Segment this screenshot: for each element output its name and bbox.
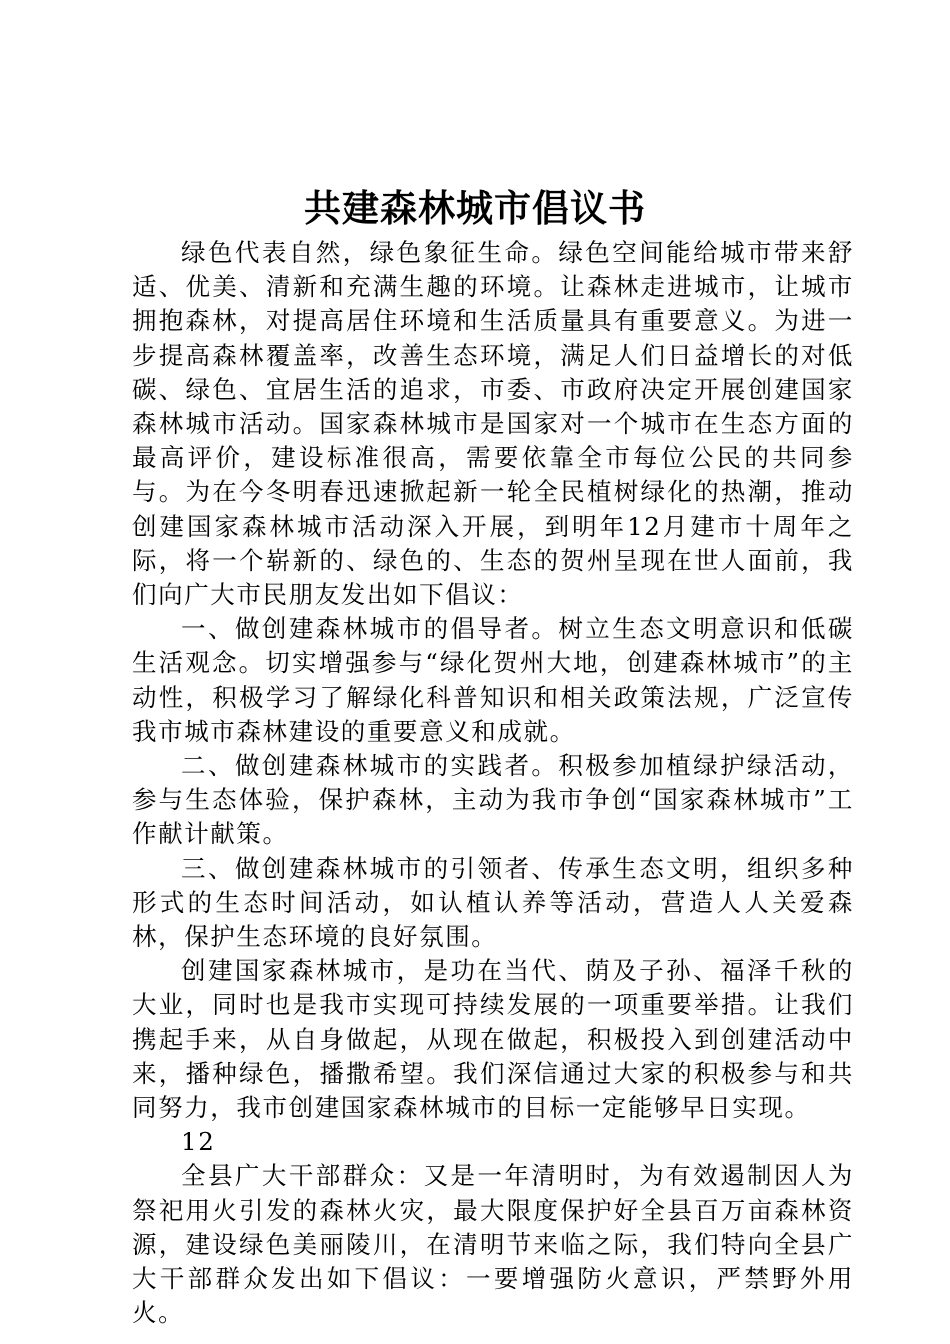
paragraph-number: 12 [181,1127,216,1157]
paragraph-intro: 绿色代表自然，绿色象征生命。绿色空间能给城市带来舒适、优美、清新和充满生趣的环境。让森林走进城市，让城市拥抱森林，对提高居住环境和生活质量具有重要意义。为进一步提高森林覆盖率，改善生态环境，满足人们日益增长的对低碳、绿色、宜居生活的追求，市委、市政府决定开展创建国家森林城市活动。国家森林城市是国家对一个城市在生态方面的最高评价，建设标准很高，需要依靠全市每位公民的共同参与。为在今冬明春迅速掀起新一轮全民植树绿化的热潮，推动创建国家森林城市活动深入开展，到明年12月建市十周年之际，将一个崭新的、绿色的、生态的贺州呈现在世人面前，我们向广大市民朋友发出如下倡议： [132,238,854,610]
paragraph-point-2: 二、做创建森林城市的实践者。积极参加植绿护绿活动，参与生态体验，保护森林，主动为我市争创“国家森林城市”工作献计献策。 [132,751,854,849]
paragraph-point-1: 一、做创建森林城市的倡导者。树立生态文明意识和低碳生活观念。切实增强参与“绿化贺州大地，创建森林城市”的主动性，积极学习了解绿化科普知识和相关政策法规，广泛宣传我市城市森林建设的重要意义和成就。 [132,614,854,746]
paragraph-point-3: 三、做创建森林城市的引领者、传承生态文明，组织多种形式的生态时间活动，如认植认养等活动，营造人人关爱森林，保护生态环境的良好氛围。 [132,853,854,952]
paragraph-conclusion: 创建国家森林城市，是功在当代、荫及子孙、福泽千秋的大业，同时也是我市实现可持续发展的一项重要举措。让我们携起手来，从自身做起，从现在做起，积极投入到创建活动中来，播种绿色，播撒希望。我们深信通过大家的积极参与和共同努力，我市创建国家森林城市的目标一定能够早日实现。 [132,956,854,1123]
document-title: 共建森林城市倡议书 [304,187,646,230]
document-body [132,236,854,1331]
paragraph-second-initiative: 全县广大干部群众：又是一年清明时，为有效遏制因人为祭祀用火引发的森林火灾，最大限度保护好全县百万亩森林资源，建设绿色美丽陵川，在清明节来临之际，我们特向全县广大干部群众发出如下倡议：一要增强防火意识，严禁野外用火。 [132,1161,854,1328]
